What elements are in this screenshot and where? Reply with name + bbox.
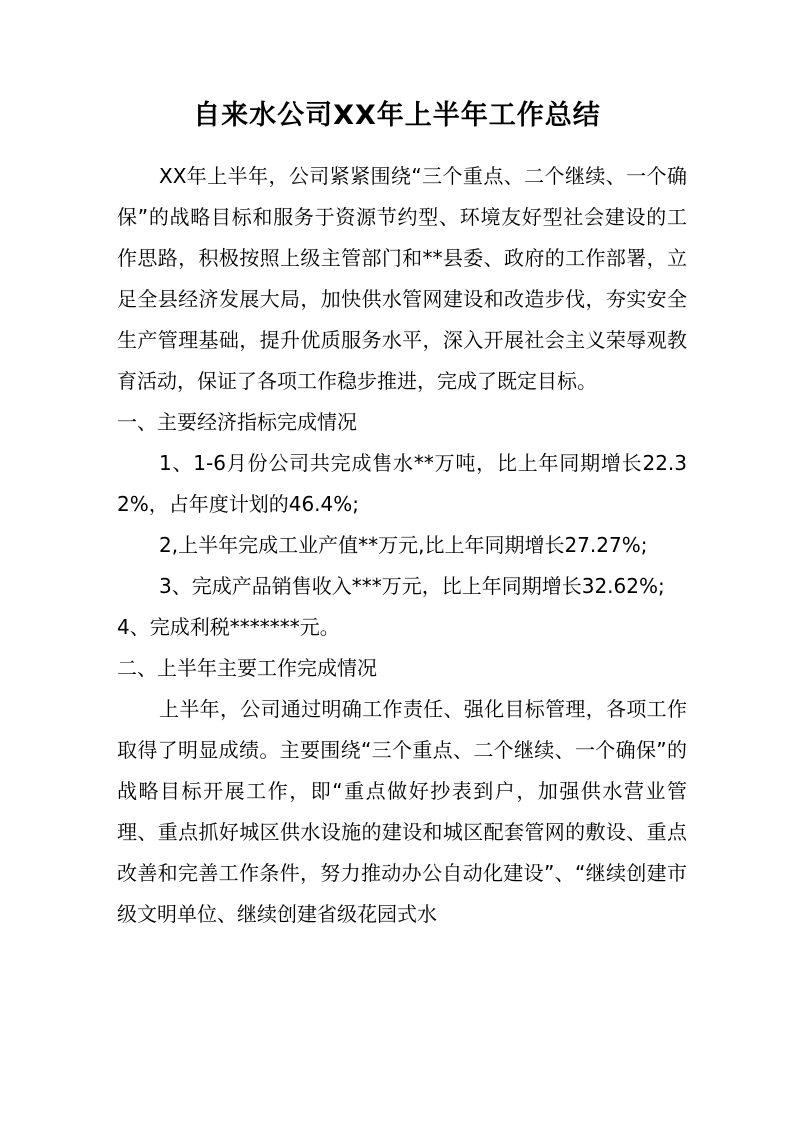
indicator-item-4: 4、完成利税*******元。 [117,615,340,639]
work-summary-paragraph: 上半年，公司通过明确工作责任、强化目标管理，各项工作取得了明显成绩。主要围绕“三个重点、二个继续、一个确保”的战略目标开展工作，即“重点做好抄表到户，加强供水营业管理、重点抓好城区供水设施的建设和城区配套管网的敷设、重点改善和完善工作条件，努力推动办公自动化建设”、“继续创建市级文明单位、继续创建省级花园式水 [117,697,687,926]
indicator-item-3: 3、完成产品销售收入***万元，比上年同期增长32.62%; [159,574,665,598]
document-title: 自来水公司XX年上半年工作总结 [193,100,601,131]
section-heading-2: 二、上半年主要工作完成情况 [117,656,377,680]
document-body [117,156,687,935]
indicator-item-1: 1、1-6月份公司共完成售水**万吨，比上年同期增长22.32%，占年度计划的46.4%; [117,451,687,516]
section-heading-1: 一、主要经济指标完成情况 [117,410,357,434]
intro-paragraph: XX年上半年，公司紧紧围绕“三个重点、二个继续、一个确保”的战略目标和服务于资源节约型、环境友好型社会建设的工作思路，积极按照上级主管部门和**县委、政府的工作部署，立足全县经济发展大局，加快供水管网建设和改造步伐，夯实安全生产管理基础，提升优质服务水平，深入开展社会主义荣辱观教育活动，保证了各项工作稳步推进，完成了既定目标。 [117,164,687,393]
indicator-item-2: 2,上半年完成工业产值**万元,比上年同期增长27.27%; [159,533,648,557]
